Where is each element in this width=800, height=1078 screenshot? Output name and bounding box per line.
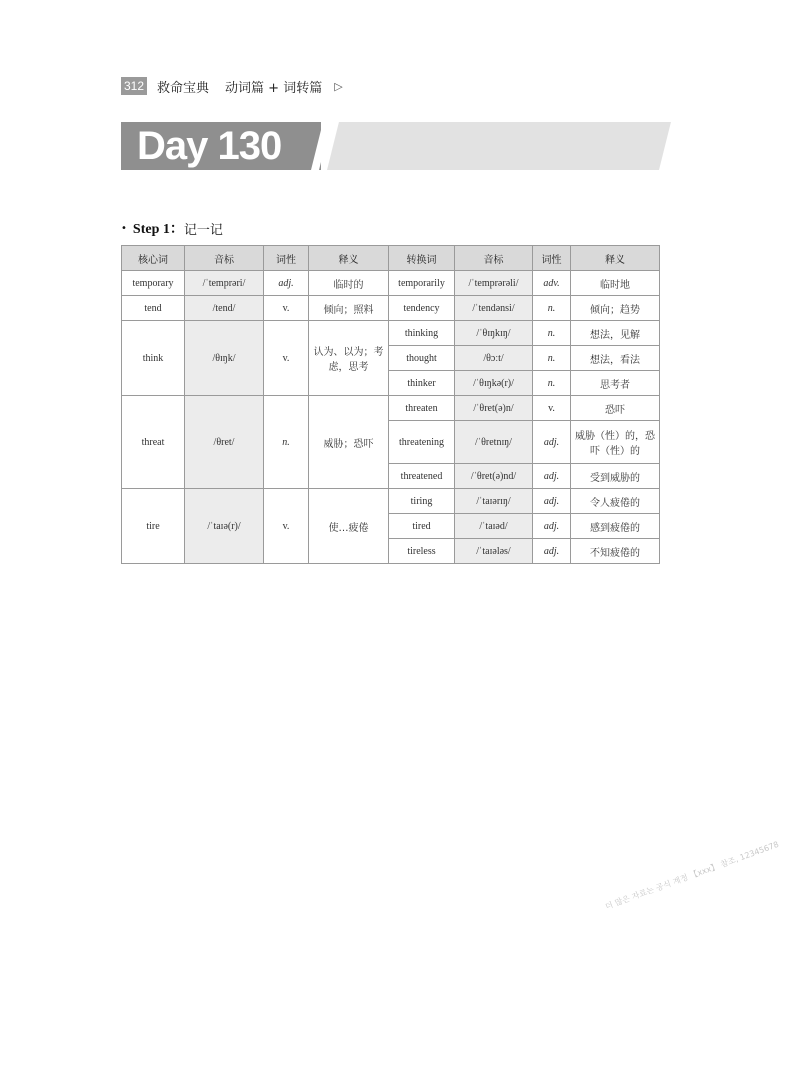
core-meaning: 使…疲倦 <box>309 489 389 564</box>
derived-ipa: /ˈtaɪəd/ <box>455 514 533 539</box>
derived-word: tired <box>389 514 455 539</box>
day-title: Day 130 <box>137 124 282 168</box>
derived-meaning: 想法，看法 <box>571 346 660 371</box>
step-heading <box>121 218 223 238</box>
derived-pos: n. <box>533 371 571 396</box>
watermark: 더 많은 자료는 공식 계정 【xxx】 참조, 12345678 <box>604 839 781 912</box>
core-pos: v. <box>264 489 309 564</box>
derived-pos: adv. <box>533 271 571 296</box>
derived-meaning: 感到疲倦的 <box>571 514 660 539</box>
derived-ipa: /ˈθret(ə)nd/ <box>455 464 533 489</box>
header-core-word: 核心词 <box>122 246 185 271</box>
core-meaning: 临时的 <box>309 271 389 296</box>
header-core-pos: 词性 <box>264 246 309 271</box>
derived-ipa: /ˈθret(ə)n/ <box>455 396 533 421</box>
core-word: temporary <box>122 271 185 296</box>
table-row <box>122 396 660 421</box>
step-title: 记一记 <box>183 222 223 238</box>
derived-pos: adj. <box>533 489 571 514</box>
core-word: threat <box>122 396 185 489</box>
derived-word: tiring <box>389 489 455 514</box>
derived-meaning: 临时地 <box>571 271 660 296</box>
derived-word: tendency <box>389 296 455 321</box>
derived-pos: adj. <box>533 464 571 489</box>
derived-word: threaten <box>389 396 455 421</box>
derived-word: thought <box>389 346 455 371</box>
derived-ipa: /ˈtemprərəli/ <box>455 271 533 296</box>
day-banner <box>121 122 659 170</box>
vocabulary-table <box>121 245 660 564</box>
core-word: think <box>122 321 185 396</box>
core-ipa: /θɪŋk/ <box>185 321 264 396</box>
derived-pos: adj. <box>533 421 571 464</box>
derived-pos: n. <box>533 346 571 371</box>
page-number: 312 <box>121 77 147 95</box>
book-title: 救命宝典 <box>157 80 210 96</box>
derived-word: threatened <box>389 464 455 489</box>
table-row <box>122 321 660 346</box>
derived-meaning: 不知疲倦的 <box>571 539 660 564</box>
derived-ipa: /ˈtaɪərɪŋ/ <box>455 489 533 514</box>
core-pos: n. <box>264 396 309 489</box>
header-derived-meaning: 释义 <box>571 246 660 271</box>
play-triangle-icon: ▷ <box>334 79 343 93</box>
core-ipa: /tend/ <box>185 296 264 321</box>
derived-pos: v. <box>533 396 571 421</box>
derived-word: thinker <box>389 371 455 396</box>
core-meaning: 认为、以为；考虑，思考 <box>309 321 389 396</box>
table-row <box>122 271 660 296</box>
derived-ipa: /θɔːt/ <box>455 346 533 371</box>
derived-meaning: 想法，见解 <box>571 321 660 346</box>
core-ipa: /ˈtaɪə(r)/ <box>185 489 264 564</box>
day-banner-light-block <box>327 122 671 170</box>
core-pos: v. <box>264 321 309 396</box>
core-meaning: 倾向；照料 <box>309 296 389 321</box>
bullet: • <box>121 222 127 234</box>
header-core-ipa: 音标 <box>185 246 264 271</box>
derived-ipa: /ˈθretnɪŋ/ <box>455 421 533 464</box>
derived-pos: n. <box>533 296 571 321</box>
header-derived-pos: 词性 <box>533 246 571 271</box>
derived-word: temporarily <box>389 271 455 296</box>
derived-meaning: 恐吓 <box>571 396 660 421</box>
table-header-row <box>122 246 660 271</box>
derived-meaning: 倾向；趋势 <box>571 296 660 321</box>
core-meaning: 威胁；恐吓 <box>309 396 389 489</box>
core-word: tend <box>122 296 185 321</box>
core-pos: v. <box>264 296 309 321</box>
derived-pos: adj. <box>533 514 571 539</box>
derived-ipa: /ˈtaɪələs/ <box>455 539 533 564</box>
derived-meaning: 威胁（性）的，恐吓（性）的 <box>571 421 660 464</box>
derived-pos: n. <box>533 321 571 346</box>
derived-word: tireless <box>389 539 455 564</box>
derived-meaning: 思考者 <box>571 371 660 396</box>
derived-pos: adj. <box>533 539 571 564</box>
derived-word: threatening <box>389 421 455 464</box>
header-derived-ipa: 音标 <box>455 246 533 271</box>
core-ipa: /θret/ <box>185 396 264 489</box>
core-pos: adj. <box>264 271 309 296</box>
table-row <box>122 489 660 514</box>
core-word: tire <box>122 489 185 564</box>
header-derived-word: 转换词 <box>389 246 455 271</box>
table-row <box>122 296 660 321</box>
derived-word: thinking <box>389 321 455 346</box>
core-ipa: /ˈtemprəri/ <box>185 271 264 296</box>
derived-ipa: /ˈθɪŋkɪŋ/ <box>455 321 533 346</box>
derived-ipa: /ˈtendənsi/ <box>455 296 533 321</box>
derived-ipa: /ˈθɪŋkə(r)/ <box>455 371 533 396</box>
page-header <box>121 76 343 96</box>
header-core-meaning: 释义 <box>309 246 389 271</box>
derived-meaning: 令人疲倦的 <box>571 489 660 514</box>
step-label: Step 1： <box>132 222 184 237</box>
section-title: 动词篇 + 词转篇 <box>225 80 323 96</box>
derived-meaning: 受到威胁的 <box>571 464 660 489</box>
